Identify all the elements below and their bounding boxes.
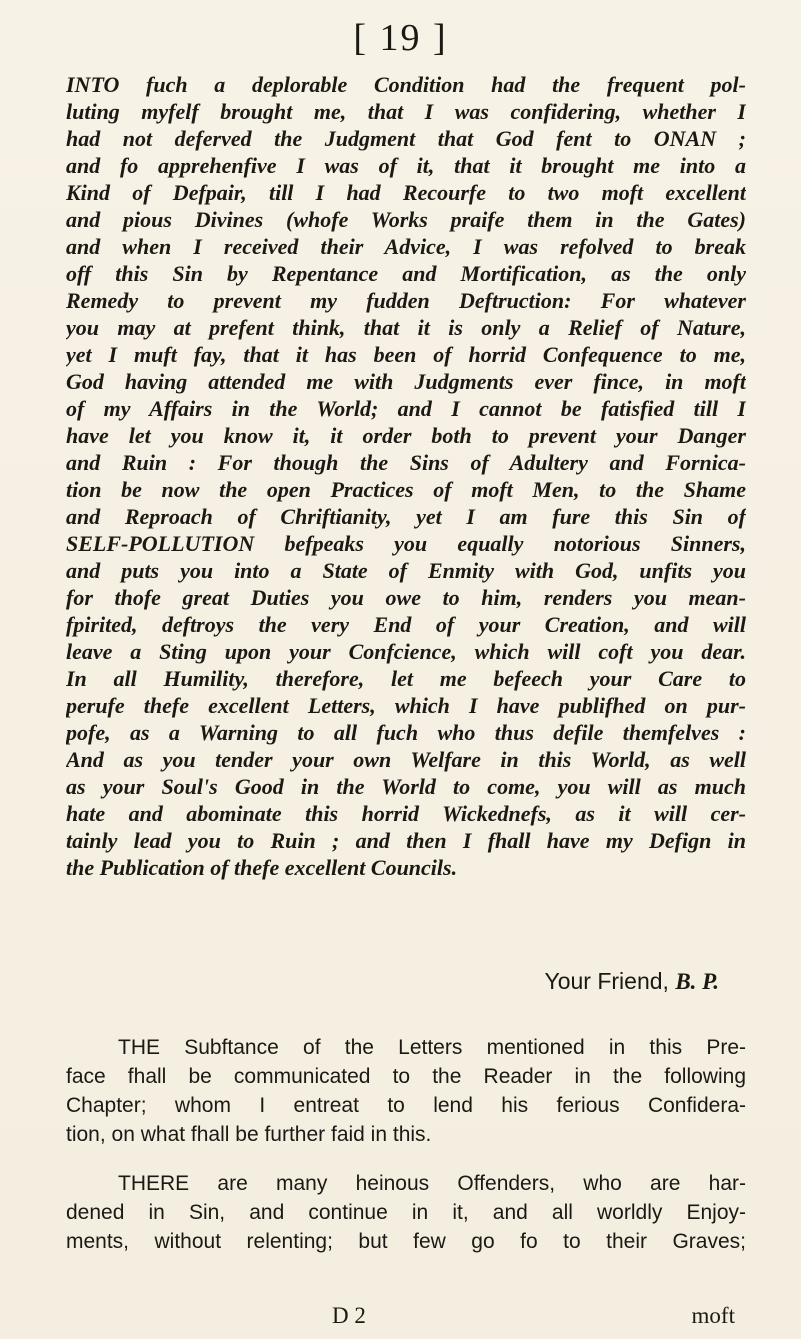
text-line: Chapter; whom I entreat to lend his ferious Confidera- xyxy=(66,1094,746,1117)
text-line: leave a Sting upon your Confcience, which will coft you dear. xyxy=(66,639,746,664)
page-number: [ 19 ] xyxy=(353,17,448,59)
signature-mark: D 2 xyxy=(332,1303,366,1328)
signature xyxy=(544,968,719,995)
text-line: THE Subftance of the Letters mentioned in this Pre- xyxy=(118,1036,746,1059)
text-line: had not deferved the Judgment that God fent to ONAN ; xyxy=(66,126,746,151)
text-line: luting myfelf brought me, that I was confidering, whether I xyxy=(66,99,746,124)
text-line: you may at prefent think, that it is only a Relief of Nature, xyxy=(66,315,746,340)
text-line: of my Affairs in the World; and I cannot be fatisfied till I xyxy=(66,396,746,421)
text-line: And as you tender your own Welfare in this World, as well xyxy=(66,747,746,772)
text-line: SELF-POLLUTION befpeaks you equally notorious Sinners, xyxy=(66,531,746,556)
text-line: dened in Sin, and continue in it, and all worldly Enjoy- xyxy=(66,1201,746,1224)
text-line: INTO fuch a deplorable Condition had the frequent pol- xyxy=(66,72,746,97)
text-line: perufe thefe excellent Letters, which I have publifhed on pur- xyxy=(66,693,746,718)
text-line: and Ruin : For though the Sins of Adultery and Fornica- xyxy=(66,450,746,475)
text-line: fpirited, deftroys the very End of your Creation, and will xyxy=(66,612,746,637)
catchword: moft xyxy=(691,1303,735,1328)
text-line: Remedy to prevent my fudden Deftruction: For whatever xyxy=(66,288,746,313)
text-line: for thofe great Duties you owe to him, renders you mean- xyxy=(66,585,746,610)
text-line: and Reproach of Chriftianity, yet I am fure this Sin of xyxy=(66,504,746,529)
text-line-last: tion, on what fhall be further faid in this. xyxy=(66,1123,432,1146)
italic-paragraph xyxy=(66,71,746,881)
text-line: Kind of Defpair, till I had Recourfe to two moft excellent xyxy=(66,180,746,205)
text-line-last: the Publication of thefe excellent Councils. xyxy=(66,855,458,880)
text-line: face fhall be communicated to the Reader in the following xyxy=(66,1065,746,1088)
text-line: and pious Divines (whofe Works praife them in the Gates) xyxy=(66,207,746,232)
text-line: God having attended me with Judgments ever fince, in moft xyxy=(66,369,746,394)
text-line: and puts you into a State of Enmity with God, unfits you xyxy=(66,558,746,583)
text-line: as your Soul's Good in the World to come, you will as much xyxy=(66,774,746,799)
paragraph-substance xyxy=(66,1033,746,1149)
text-line: yet I muft fay, that it has been of horrid Confequence to me, xyxy=(66,342,746,367)
text-line: hate and abominate this horrid Wickednefs, as it will cer- xyxy=(66,801,746,826)
text-line: tainly lead you to Ruin ; and then I fhall have my Defign in xyxy=(66,828,746,853)
signature-text: Your Friend, xyxy=(544,968,669,994)
paragraph-offenders xyxy=(66,1169,746,1256)
text-line: tion be now the open Practices of moft Men, to the Shame xyxy=(66,477,746,502)
text-line: THERE are many heinous Offenders, who are har- xyxy=(118,1172,746,1195)
text-line: and fo apprehenfive I was of it, that it brought me into a xyxy=(66,153,746,178)
text-line: In all Humility, therefore, let me befeech your Care to xyxy=(66,666,746,691)
text-line: and when I received their Advice, I was refolved to break xyxy=(66,234,746,259)
signature-initials: B. P. xyxy=(675,969,719,994)
text-line: off this Sin by Repentance and Mortification, as the only xyxy=(66,261,746,286)
text-line: ments, without relenting; but few go fo to their Graves; xyxy=(66,1230,746,1253)
text-line: pofe, as a Warning to all fuch who thus defile themfelves : xyxy=(66,720,746,745)
text-line: have let you know it, it order both to prevent your Danger xyxy=(66,423,746,448)
